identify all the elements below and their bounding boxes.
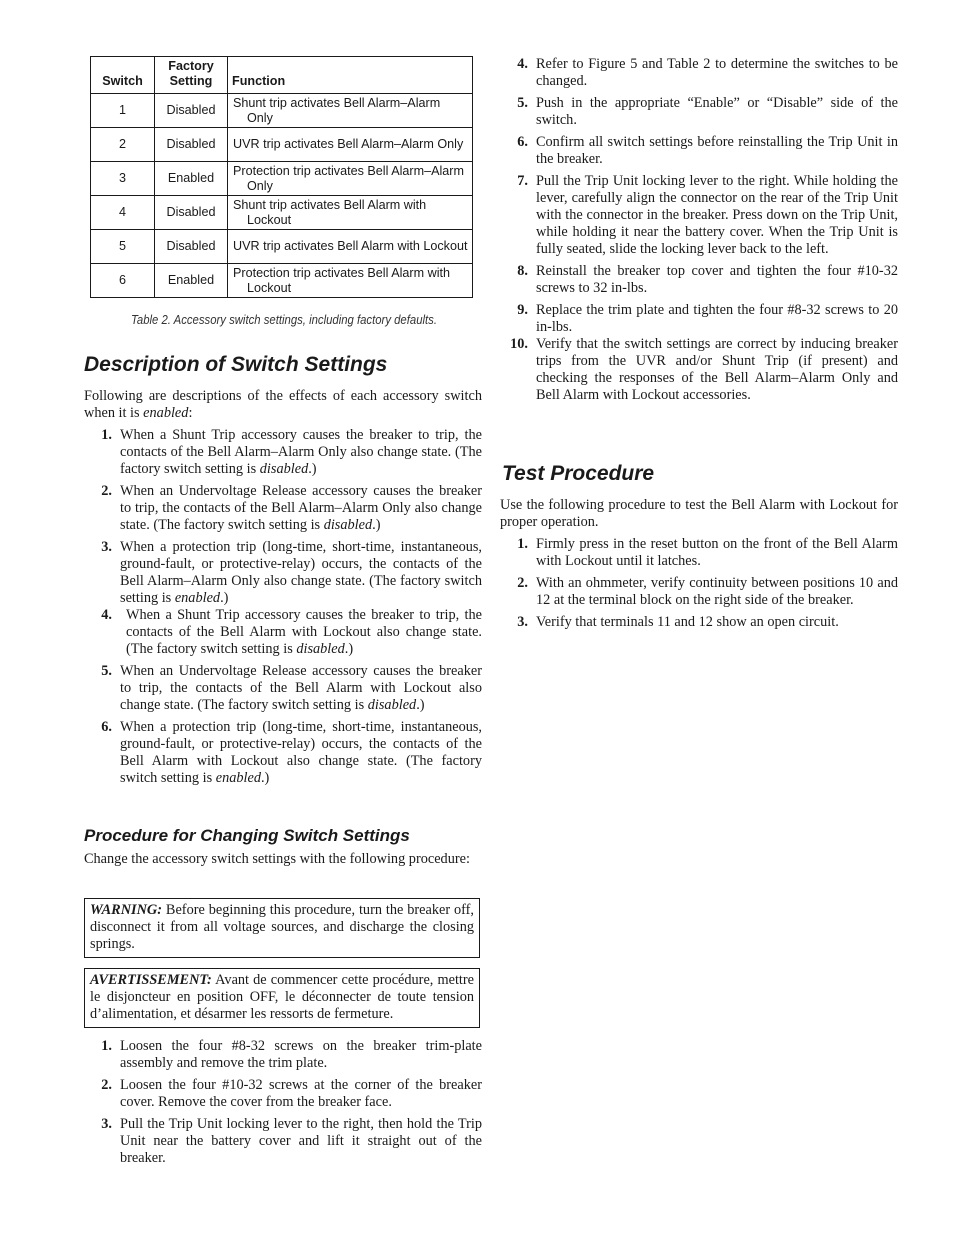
item-text: Confirm all switch settings before reinstalling the Trip Unit in the breaker. [536,134,898,167]
item-number: 3. [101,539,112,555]
header-factory-line1: Factory [168,59,214,73]
function-line2: Lockout [423,239,468,253]
cell-setting: Disabled [155,94,228,128]
item-text: Verify that terminals 11 and 12 show an open circuit. [536,614,839,630]
item-text: Replace the trim plate and tighten the four #8-32 screws to 20 in-lbs. [536,302,898,335]
item-italic: disabled [367,697,417,713]
item-text: Pull the Trip Unit locking lever to the right. While holding the lever, carefully align the connector on the rear of the Trip Unit with the connector in the breaker. Press down on the Trip Unit, while holding it near the battery cover. When the Trip Unit is fully seated, slide the locking lever back to the left. [536,173,898,257]
item-number: 3. [517,614,528,630]
item-text: When a protection trip (long-time, short-time, instantaneous, ground-fault, or protective-relay) occurs, the contacts of the Bell Alarm–Alarm Only also change state. (The factory switch setting is [120,539,482,606]
item-number: 3. [101,1116,112,1132]
intro-end: : [188,405,193,421]
table-caption: Table 2. Accessory switch settings, including factory defaults. [131,313,437,327]
cell-setting: Disabled [155,196,228,230]
list-item [500,263,898,297]
item-number: 5. [101,663,112,679]
item-text: Loosen the four #10-32 screws at the corner of the breaker cover. Remove the cover from the breaker face. [120,1077,482,1110]
procedure-steps-right [500,56,898,404]
table-row [91,264,473,298]
list-item [500,614,898,631]
item-text: Refer to Figure 5 and Table 2 to determine the switches to be changed. [536,56,898,89]
item-text: Reinstall the breaker top cover and tighten the four #10-32 screws to 32 in-lbs. [536,263,898,296]
description-heading: Description of Switch Settings [84,353,388,376]
function-line1: UVR trip activates Bell Alarm with [233,239,420,253]
list-item [84,607,482,658]
procedure-heading: Procedure for Changing Switch Settings [84,826,410,845]
function-line1: Shunt trip activates Bell Alarm–Alarm [233,95,441,110]
test-intro: Use the following procedure to test the Bell Alarm with Lockout for proper operation. [500,497,898,530]
list-item [500,134,898,168]
list-item [84,427,482,478]
item-italic: enabled [174,590,221,606]
function-line1: Protection trip activates Bell Alarm [233,265,425,280]
cell-switch: 3 [91,162,155,196]
item-number: 6. [101,719,112,735]
intro-italic: enabled [143,405,189,421]
table-row [91,128,473,162]
function-line1: UVR trip activates Bell Alarm–Alarm [233,137,434,151]
list-item [84,1116,482,1167]
item-number: 9. [517,302,528,318]
item-text: When a Shunt Trip accessory causes the breaker to trip, the contacts of the Bell Alarm–Alarm Only also change state. (The factory switch setting is [120,427,482,477]
list-item [84,1038,482,1072]
list-item [500,536,898,570]
item-end: .) [416,697,425,713]
header-switch: Switch [91,57,155,94]
list-item [84,539,482,607]
procedure-intro: Change the accessory switch settings with the following procedure: [84,851,470,867]
list-item [84,1077,482,1111]
function-line2: Only [437,137,464,151]
avertissement-label: AVERTISSEMENT: [90,972,212,988]
item-end: .) [372,517,381,533]
list-item [500,56,898,90]
table-row [91,94,473,128]
item-text: With an ohmmeter, verify continuity between positions 10 and 12 at the terminal block on the right side of the breaker. [536,575,898,608]
item-italic: disabled [296,641,345,657]
table-row [91,196,473,230]
cell-function [228,94,473,128]
cell-function [228,162,473,196]
item-number: 7. [517,173,528,189]
cell-function [228,264,473,298]
switch-settings-table [90,56,473,298]
item-italic: disabled [323,517,373,533]
item-text: When an Undervoltage Release accessory causes the breaker to trip, the contacts of the Bell Alarm with Lockout also change state. (The factory switch setting is [120,663,482,713]
list-item [500,173,898,258]
item-text: When a protection trip (long-time, short-time, instantaneous, ground-fault, or protective-relay) occurs, the contacts of the Bell Alarm with Lockout also change state. (The factory switch setting is [120,719,482,786]
cell-setting: Enabled [155,264,228,298]
item-number: 1. [101,1038,112,1054]
cell-function [228,196,473,230]
item-number: 8. [517,263,528,279]
list-item [84,663,482,714]
list-item [500,95,898,129]
function-line1: Shunt trip activates Bell Alarm with [233,197,427,212]
cell-function [228,128,473,162]
item-end: .) [220,590,229,606]
list-item [500,336,898,404]
description-intro [84,388,482,422]
table-row [91,162,473,196]
function-line2: Alarm–Alarm Only [247,163,464,193]
item-italic: disabled [259,461,309,477]
cell-function [228,230,473,264]
cell-switch: 5 [91,230,155,264]
test-heading: Test Procedure [502,462,655,485]
item-text: When an Undervoltage Release accessory causes the breaker to trip, the contacts of the Bell Alarm–Alarm Only also change state. (The factory switch setting is [120,483,482,533]
header-function: Function [228,57,473,94]
avertissement-box [84,968,480,1028]
warning-label: WARNING: [90,902,163,918]
function-line2: Only [247,110,273,125]
table-row [91,230,473,264]
item-number: 10. [510,336,528,352]
item-number: 6. [517,134,528,150]
item-number: 4. [101,607,112,623]
function-line2: with Lockout [247,265,450,295]
test-steps [500,536,898,631]
list-item [500,302,898,336]
item-text: Verify that the switch settings are correct by inducing breaker trips from the UVR and/or Shunt Trip (if present) and checking the responses of the Bell Alarm–Alarm Only and Bell Alarm with Lockout accessories. [536,336,898,403]
function-line2: Lockout [247,212,292,227]
warning-box [84,898,480,958]
item-text: Pull the Trip Unit locking lever to the right, then hold the Trip Unit near the battery cover and lift it straight out of the breaker. [120,1116,482,1166]
cell-switch: 1 [91,94,155,128]
item-text: Loosen the four #8-32 screws on the breaker trim-plate assembly and remove the trim plate. [120,1038,482,1071]
item-text: Firmly press in the reset button on the front of the Bell Alarm with Lockout until it latches. [536,536,898,569]
header-factory-line2: Setting [169,74,213,88]
intro-text: Following are descriptions of the effects of each accessory switch when it is [84,388,482,421]
item-end: .) [344,641,354,657]
item-number: 1. [517,536,528,552]
header-factory-setting [155,57,228,94]
procedure-steps-left [84,1038,482,1167]
function-line1: Protection trip activates Bell [233,163,389,178]
item-end: .) [260,770,270,786]
item-text: Push in the appropriate “Enable” or “Disable” side of the switch. [536,95,898,128]
list-item [84,483,482,534]
item-number: 2. [101,1077,112,1093]
item-text: When a Shunt Trip accessory causes the breaker to trip, the contacts of the Bell Alarm with Lockout also change state. (The factory switch setting is [126,607,482,657]
list-item [500,575,898,609]
item-number: 1. [101,427,112,443]
item-end: .) [308,461,317,477]
item-number: 2. [101,483,112,499]
item-number: 2. [517,575,528,591]
cell-switch: 2 [91,128,155,162]
table-header-row [91,57,473,94]
cell-setting: Disabled [155,128,228,162]
description-list [84,427,482,787]
list-item [84,719,482,787]
cell-setting: Enabled [155,162,228,196]
cell-switch: 6 [91,264,155,298]
avertissement-text: Avant de commencer cette procédure, mettre le disjoncteur en position OFF, le déconnecter de toute tension d’alimentation, et désarmer les ressorts de fermeture. [90,972,474,1022]
item-italic: enabled [215,770,261,786]
warning-text: Before beginning this procedure, turn the breaker off, disconnect it from all voltage sources, and discharge the closing springs. [90,902,474,952]
cell-switch: 4 [91,196,155,230]
cell-setting: Disabled [155,230,228,264]
item-number: 5. [517,95,528,111]
item-number: 4. [517,56,528,72]
